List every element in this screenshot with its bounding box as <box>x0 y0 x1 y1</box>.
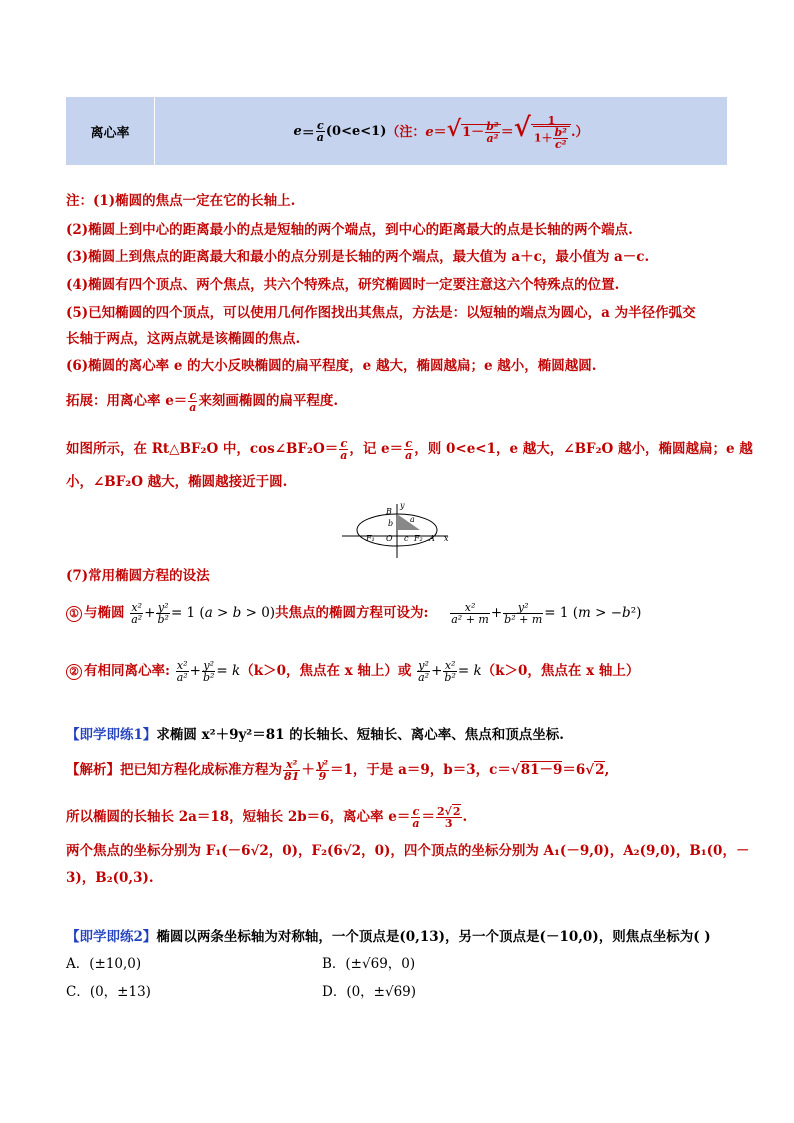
frac-c-a-3: $\frac{c}{a}$ <box>412 805 420 830</box>
option-B[interactable]: B．(±√69，0) <box>322 956 416 972</box>
label-B: B <box>386 507 392 516</box>
eccentricity-table <box>66 97 727 165</box>
solution-s1d: ＝6 <box>562 762 586 778</box>
label-F1: F₁ <box>366 534 375 543</box>
figure-desc-b: ，记 e＝ <box>349 441 404 457</box>
exercise1-solution-line4: 3)，B₂(0,3). <box>66 870 154 886</box>
solution-tag: 【解析】 <box>66 762 120 778</box>
formula-note-label: （注： <box>386 124 426 140</box>
figure-desc-a: 如图所示，在 Rt△BF₂O 中，cos∠BF₂O＝ <box>66 441 339 457</box>
table-label: 离心率 <box>90 125 130 141</box>
option-C[interactable]: C．(0，±13) <box>66 984 151 1000</box>
label-O: O <box>386 534 393 543</box>
circle-2: ② <box>66 664 82 680</box>
option-D[interactable]: D．(0，±√69) <box>322 984 417 1000</box>
exercise2-question <box>66 928 711 946</box>
section7-title: (7)常用椭圆方程的设法 <box>66 568 210 584</box>
frac-2sqrt2-3: $\frac{2√2}{3}$ <box>436 805 461 830</box>
figure-desc-c: ，则 0<e<1，e 越大，∠BF₂O 越小，椭圆越扁；e 越 <box>414 441 753 457</box>
solution-s2a: 所以椭圆的长轴长 2a＝18，短轴长 2b＝6，离心率 e＝ <box>66 809 411 825</box>
eq-ellipse-2: $\frac{\text{x²}}{\text{a² + m}}$ + $\frac{\text{y²}}{\text{b² + m}}$ = 1 (m > −b²) <box>451 601 642 626</box>
ellipse-figure <box>340 500 455 560</box>
exercise1-solution-line3: 两个焦点的坐标分别为 F₁(－6√2，0)，F₂(6√2，0)，四个顶点的坐标分别为 A₁(－9,0)，A₂(9,0)，B₁(0，－ <box>66 843 750 859</box>
exercise2-tag: 【即学即练2】 <box>66 929 157 945</box>
exercise1-solution-line1: 【解析】把已知方程化成标准方程为 $\frac{\text{x²}}{81}$ ＋ $\frac{\text{y²}}{9}$ ＝1，于是 a＝9，b＝3，c＝√81－9＝6√2, <box>66 758 610 783</box>
option-A[interactable]: A．(±10,0) <box>66 956 142 972</box>
extension-text-a: 拓展：用离心率 e＝ <box>66 393 188 409</box>
exercise2-text: 椭圆以两条坐标轴为对称轴，一个顶点是(0,13)，另一个顶点是(－10,0)，则焦点坐标为( ) <box>156 929 711 945</box>
eq-ratio-1: $\frac{\text{x²}}{\text{a²}}$ + $\frac{\text{y²}}{\text{b²}}$ = k <box>176 659 241 684</box>
table-formula-cell: e ＝ $\frac{c}{a}$ (0<e<1) （注：e＝√1－ $\frac{\text{b²}}{\text{a²}}$ ＝√ 1 1＋ $\frac{\text{b²}}{\text{c²}}$ .） <box>293 112 589 151</box>
section7-line2 <box>66 660 639 683</box>
eq-ellipse-1: $\frac{\text{x²}}{\text{a²}}$ + $\frac{\text{y²}}{\text{b²}}$ = 1 (a > b > 0) <box>131 601 276 626</box>
note-1: 注：(1)椭圆的焦点一定在它的长轴上. <box>66 193 296 209</box>
frac-c-a-1: $\frac{c}{a}$ <box>340 437 348 462</box>
s7-l1-a: 与椭圆 <box>84 605 125 621</box>
eq-ratio-2: $\frac{\text{y²}}{\text{a²}}$ + $\frac{\text{x²}}{\text{b²}}$ = k <box>418 659 482 684</box>
table-label-cell <box>66 97 155 165</box>
solution-sqrt-2: 2 <box>595 762 605 778</box>
label-x: x <box>444 534 449 543</box>
circle-1: ① <box>66 606 82 622</box>
note-4: (4)椭圆有四个顶点、两个焦点，共六个特殊点，研究椭圆时一定要注意这六个特殊点的位置. <box>66 277 620 293</box>
exercise1-question <box>66 726 564 744</box>
s7-l2-a: 有相同离心率: <box>84 663 170 679</box>
label-y: y <box>400 501 405 510</box>
frac-y2-9: $\frac{\text{y²}}{9}$ <box>316 758 329 783</box>
note-3: (3)椭圆上到焦点的距离最大和最小的点分别是长轴的两个端点，最大值为 a＋c，最小值为 a－c. <box>66 249 650 265</box>
figure-desc-line2: 小，∠BF₂O 越大，椭圆越接近于圆. <box>66 474 288 490</box>
note-2: (2)椭圆上到中心的距离最小的点是短轴的两个端点，到中心的距离最大的点是长轴的两个端点. <box>66 222 633 238</box>
formula-range: (0<e<1) <box>325 123 387 139</box>
exercise1-solution-line2: 所以椭圆的长轴长 2a＝18，短轴长 2b＝6，离心率 e＝ $\frac{c}{a}$ ＝ $\frac{2√2}{3}$ . <box>66 805 468 830</box>
label-a: a <box>410 515 415 524</box>
formula-note: （注：e＝√1－ $\frac{\text{b²}}{\text{a²}}$ ＝√ 1 1＋ $\frac{\text{b²}}{\text{c²}}$ .） <box>386 112 589 151</box>
exercise1-tag: 【即学即练1】 <box>66 727 157 743</box>
s7-l1-b: 共焦点的椭圆方程可设为: <box>275 605 429 621</box>
solution-s1: 把已知方程化成标准方程为 <box>120 762 282 778</box>
solution-sqrt-81-9: 81－9 <box>520 762 563 778</box>
note-5a: (5)已知椭圆的四个顶点，可以使用几何作图找出其焦点，方法是：以短轴的端点为圆心，a 为半径作弧交 <box>66 305 696 321</box>
frac-c-a-2: $\frac{c}{a}$ <box>405 437 413 462</box>
solution-s1b: ＝1，于是 a＝9，b＝3，c＝ <box>330 762 511 778</box>
note-6: (6)椭圆的离心率 e 的大小反映椭圆的扁平程度，e 越大，椭圆越扁；e 越小，椭圆越圆. <box>66 358 597 374</box>
label-A: A <box>429 534 435 543</box>
exercise1-text: 求椭圆 x²＋9y²＝81 的长轴长、短轴长、离心率、焦点和顶点坐标. <box>156 727 564 743</box>
s7-l2-b: （k＞0，焦点在 x 轴上）或 <box>240 663 412 679</box>
extension-text-b: 来刻画椭圆的扁平程度. <box>198 393 339 409</box>
label-b: b <box>388 519 394 528</box>
s7-l2-c: （k＞0，焦点在 x 轴上） <box>481 663 640 679</box>
frac-x2-81: $\frac{\text{x²}}{81}$ <box>284 758 300 783</box>
frac-c-a: $\frac{c}{a}$ <box>316 118 324 144</box>
label-c: c <box>404 534 409 543</box>
figure-desc-line1 <box>66 438 753 461</box>
frac-c-a-ext: $\frac{c}{a}$ <box>189 389 197 414</box>
formula-end: .） <box>570 124 589 140</box>
label-F2: F₂ <box>414 534 423 543</box>
section7-line1 <box>66 602 641 625</box>
note-5b: 长轴于两点，这两点就是该椭圆的焦点. <box>66 331 301 347</box>
extension-line <box>66 390 338 413</box>
formula-e: e <box>293 123 302 139</box>
